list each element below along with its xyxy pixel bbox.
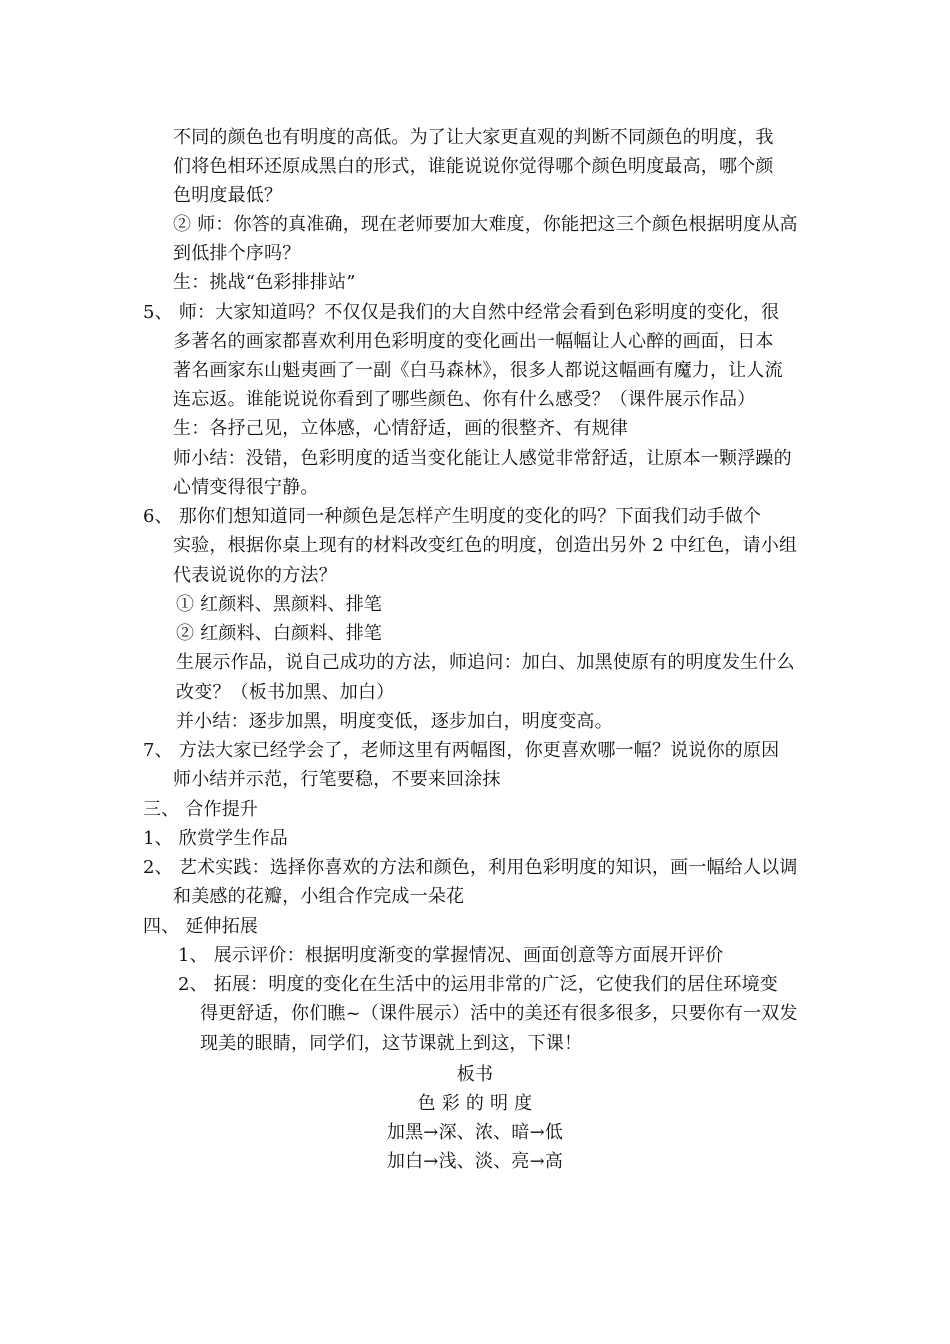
paragraph-line: 师小结：没错，色彩明度的适当变化能让人感觉非常舒适，让原本一颗浮躁的 [173, 448, 792, 469]
paragraph-line: 并小结：逐步加黑，明度变低，逐步加白，明度变高。 [176, 711, 613, 732]
section-heading-3: 三、 合作提升 [143, 799, 259, 820]
list-item-1: 1、 展示评价：根据明度渐变的掌握情况、画面创意等方面展开评价 [178, 945, 724, 966]
paragraph-line: 生：各抒己见，立体感，心情舒适，画的很整齐、有规律 [173, 418, 628, 439]
paragraph-line: ② 师：你答的真准确，现在老师要加大难度，你能把这三个颜色根据明度从高 [173, 214, 798, 235]
paragraph-line: 到低排个序吗？ [173, 243, 301, 264]
paragraph-line: 连忘返。谁能说说你看到了哪些颜色、你有什么感受？（课件展示作品） [173, 389, 756, 410]
paragraph-line: 们将色相环还原成黑白的形式，谁能说说你觉得哪个颜色明度最高，哪个颜 [173, 156, 774, 177]
list-item-2: 2、 艺术实践：选择你喜欢的方法和颜色，利用色彩明度的知识，画一幅给人以调 [143, 857, 798, 878]
paragraph-line: 实验，根据你桌上现有的材料改变红色的明度，创造出另外 2 中红色，请小组 [173, 535, 798, 556]
list-item-5: 5、 师：大家知道吗？不仅仅是我们的大自然中经常会看到色彩明度的变化，很 [143, 302, 780, 323]
paragraph-line: 改变？（板书加黑、加白） [176, 682, 395, 703]
paragraph-line: 和美感的花瓣，小组合作完成一朵花 [173, 886, 465, 907]
board-line-light: 加白→浅、淡、亮→高 [386, 1151, 564, 1172]
paragraph-line: 师小结并示范，行笔要稳，不要来回涂抹 [173, 769, 501, 790]
material-option-1: ① 红颜料、黑颜料、排笔 [176, 594, 383, 615]
list-item-6: 6、 那你们想知道同一种颜色是怎样产生明度的变化的吗？下面我们动手做个 [143, 506, 762, 527]
list-item-1: 1、 欣赏学生作品 [143, 828, 288, 849]
paragraph-line: 色明度最低？ [173, 185, 283, 206]
list-item-2: 2、 拓展：明度的变化在生活中的运用非常的广泛，它使我们的居住环境变 [178, 974, 778, 995]
board-title: 色 彩 的 明 度 [417, 1093, 533, 1114]
paragraph-line: 生展示作品，说自己成功的方法，师追问：加白、加黑使原有的明度发生什么 [176, 652, 795, 673]
paragraph-line: 不同的颜色也有明度的高低。为了让大家更直观的判断不同颜色的明度，我 [173, 127, 774, 148]
paragraph-line: 心情变得很宁静。 [173, 477, 319, 498]
paragraph-line: 多著名的画家都喜欢利用色彩明度的变化画出一幅幅让人心醉的画面，日本 [173, 331, 774, 352]
section-heading-4: 四、 延伸拓展 [143, 916, 259, 937]
material-option-2: ② 红颜料、白颜料、排笔 [176, 623, 383, 644]
paragraph-line: 代表说说你的方法？ [173, 565, 337, 586]
board-line-dark: 加黑→深、浓、暗→低 [386, 1122, 564, 1143]
paragraph-line: 得更舒适，你们瞧~（课件展示）活中的美还有很多很多，只要你有一双发 [200, 1003, 798, 1024]
paragraph-line: 著名画家东山魁夷画了一副《白马森林》，很多人都说这幅画有魔力，让人流 [173, 360, 783, 381]
board-heading: 板书 [456, 1064, 494, 1085]
paragraph-line: 生：挑战“色彩排排站” [173, 272, 356, 293]
list-item-7: 7、 方法大家已经学会了，老师这里有两幅图，你更喜欢哪一幅？说说你的原因 [143, 740, 780, 761]
paragraph-line: 现美的眼睛，同学们，这节课就上到这，下课！ [200, 1033, 583, 1054]
